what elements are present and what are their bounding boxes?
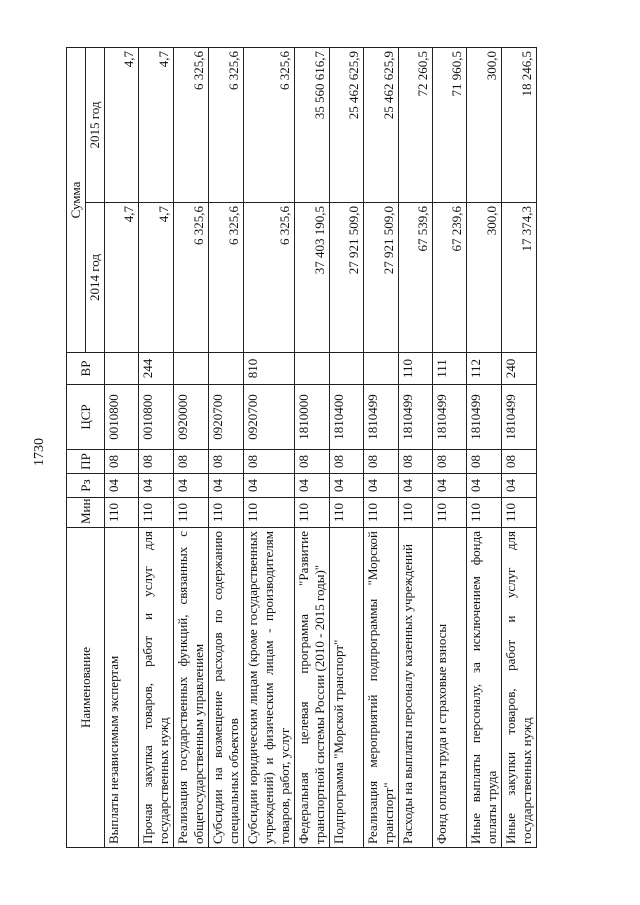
cell-name: Реализация мероприятий подпрограммы "Морской транспорт" [364, 528, 399, 848]
cell-min: 110 [467, 498, 502, 528]
table-row [244, 48, 295, 848]
header-pr: ПР [67, 450, 105, 474]
cell-vr [174, 353, 209, 385]
cell-pr: 08 [364, 450, 399, 474]
cell-min: 110 [295, 498, 330, 528]
table-row [295, 48, 330, 848]
header-sum: Сумма [67, 48, 86, 353]
cell-vr [330, 353, 364, 385]
table-row [105, 48, 139, 848]
cell-vr [364, 353, 399, 385]
cell-min: 110 [139, 498, 174, 528]
cell-min: 110 [364, 498, 399, 528]
cell-csr: 1810499 [467, 385, 502, 450]
table-row [209, 48, 244, 848]
cell-csr: 1810499 [433, 385, 467, 450]
cell-rz: 04 [330, 474, 364, 498]
header-vr: ВР [67, 353, 105, 385]
cell-name: Субсидии на возмещение расходов по содержанию специальных объектов [209, 528, 244, 848]
cell-sum-2014: 6 325,6 [174, 203, 209, 353]
cell-sum-2014: 17 374,3 [502, 203, 537, 353]
header-year-2015: 2015 год [86, 48, 105, 203]
cell-rz: 04 [399, 474, 433, 498]
cell-rz: 04 [502, 474, 537, 498]
cell-pr: 08 [330, 450, 364, 474]
cell-name: Иные выплаты персоналу, за исключением фонда оплаты труда [467, 528, 502, 848]
cell-sum-2015: 25 462 625,9 [364, 48, 399, 203]
cell-rz: 04 [364, 474, 399, 498]
cell-csr: 0010800 [105, 385, 139, 450]
table-row [174, 48, 209, 848]
cell-pr: 08 [209, 450, 244, 474]
cell-min: 110 [174, 498, 209, 528]
cell-name: Федеральная целевая программа "Развитие транспортной системы России (2010 - 2015 годы)" [295, 528, 330, 848]
cell-sum-2015: 6 325,6 [244, 48, 295, 203]
cell-sum-2015: 300,0 [467, 48, 502, 203]
cell-rz: 04 [174, 474, 209, 498]
cell-rz: 04 [139, 474, 174, 498]
cell-pr: 08 [174, 450, 209, 474]
cell-sum-2015: 71 960,5 [433, 48, 467, 203]
cell-sum-2014: 300,0 [467, 203, 502, 353]
cell-sum-2014: 4,7 [105, 203, 139, 353]
cell-name: Выплаты независимым экспертам [105, 528, 139, 848]
header-min: Мин [67, 498, 105, 528]
cell-name: Субсидии юридическим лицам (кроме государственных учреждений) и физическим лицам - производителям товаров, работ, услуг [244, 528, 295, 848]
cell-csr: 0010800 [139, 385, 174, 450]
table-row [139, 48, 174, 848]
cell-rz: 04 [467, 474, 502, 498]
cell-vr: 110 [399, 353, 433, 385]
cell-vr [209, 353, 244, 385]
cell-rz: 04 [295, 474, 330, 498]
cell-sum-2015: 6 325,6 [209, 48, 244, 203]
cell-vr [105, 353, 139, 385]
cell-csr: 1810400 [330, 385, 364, 450]
header-rz: Рз [67, 474, 105, 498]
cell-csr: 0920000 [174, 385, 209, 450]
cell-min: 110 [502, 498, 537, 528]
cell-sum-2014: 6 325,6 [209, 203, 244, 353]
cell-sum-2014: 27 921 509,0 [364, 203, 399, 353]
cell-name: Иные закупки товаров, работ и услуг для государственных нужд [502, 528, 537, 848]
cell-sum-2015: 72 260,5 [399, 48, 433, 203]
cell-csr: 1810000 [295, 385, 330, 450]
header-name: Наименование [67, 528, 105, 848]
cell-min: 110 [330, 498, 364, 528]
cell-min: 110 [209, 498, 244, 528]
table-row [399, 48, 433, 848]
page-number: 1730 [32, 438, 47, 466]
table-body [105, 48, 537, 848]
budget-table [66, 47, 537, 848]
cell-pr: 08 [244, 450, 295, 474]
cell-sum-2014: 67 239,6 [433, 203, 467, 353]
table-row [364, 48, 399, 848]
cell-sum-2015: 6 325,6 [174, 48, 209, 203]
cell-name: Прочая закупка товаров, работ и услуг для государственных нужд [139, 528, 174, 848]
cell-pr: 08 [502, 450, 537, 474]
cell-pr: 08 [467, 450, 502, 474]
cell-pr: 08 [399, 450, 433, 474]
cell-sum-2015: 18 246,5 [502, 48, 537, 203]
cell-sum-2015: 4,7 [105, 48, 139, 203]
header-csr: ЦСР [67, 385, 105, 450]
cell-min: 110 [399, 498, 433, 528]
cell-name: Подпрограмма "Морской транспорт" [330, 528, 364, 848]
cell-rz: 04 [105, 474, 139, 498]
cell-pr: 08 [295, 450, 330, 474]
cell-vr: 244 [139, 353, 174, 385]
table-row [433, 48, 467, 848]
cell-sum-2014: 37 403 190,5 [295, 203, 330, 353]
cell-name: Расходы на выплаты персоналу казенных учреждений [399, 528, 433, 848]
cell-sum-2015: 35 560 616,7 [295, 48, 330, 203]
cell-sum-2014: 6 325,6 [244, 203, 295, 353]
cell-vr [295, 353, 330, 385]
cell-vr: 111 [433, 353, 467, 385]
table-header-row [67, 48, 86, 848]
cell-sum-2014: 67 539,6 [399, 203, 433, 353]
cell-rz: 04 [244, 474, 295, 498]
cell-sum-2014: 27 921 509,0 [330, 203, 364, 353]
table-row [467, 48, 502, 848]
cell-sum-2014: 4,7 [139, 203, 174, 353]
cell-min: 110 [244, 498, 295, 528]
cell-pr: 08 [139, 450, 174, 474]
table-row [330, 48, 364, 848]
cell-rz: 04 [209, 474, 244, 498]
cell-sum-2015: 4,7 [139, 48, 174, 203]
cell-vr: 112 [467, 353, 502, 385]
budget-table-sheet [66, 48, 574, 848]
table-row [502, 48, 537, 848]
cell-csr: 0920700 [209, 385, 244, 450]
cell-pr: 08 [105, 450, 139, 474]
cell-vr: 240 [502, 353, 537, 385]
cell-sum-2015: 25 462 625,9 [330, 48, 364, 203]
cell-csr: 1810499 [399, 385, 433, 450]
cell-csr: 1810499 [502, 385, 537, 450]
cell-min: 110 [105, 498, 139, 528]
cell-csr: 0920700 [244, 385, 295, 450]
cell-vr: 810 [244, 353, 295, 385]
cell-min: 110 [433, 498, 467, 528]
header-year-2014: 2014 год [86, 203, 105, 353]
cell-pr: 08 [433, 450, 467, 474]
cell-name: Фонд оплаты труда и страховые взносы [433, 528, 467, 848]
cell-rz: 04 [433, 474, 467, 498]
cell-csr: 1810499 [364, 385, 399, 450]
cell-name: Реализация государственных функций, связанных с общегосударственным управлением [174, 528, 209, 848]
